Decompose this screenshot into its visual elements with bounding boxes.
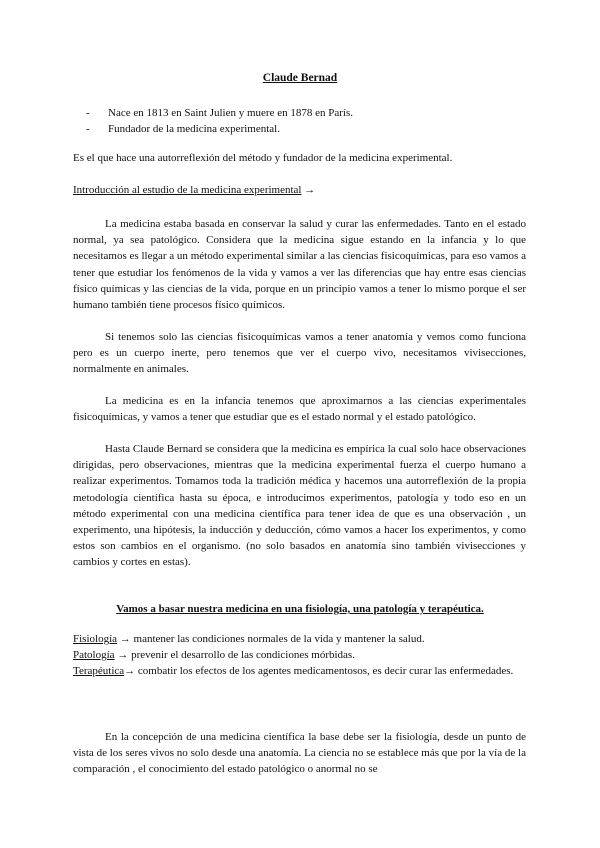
intro-sentence: Es el que hace una autorreflexión del método y fundador de la medicina experimental. (73, 152, 453, 164)
paragraph-3: La medicina es en la infancia tenemos que aproximarnos a las ciencias experimentales fisicoquímicas, y vamos a tener que estudiar que es el estado normal y el estado patológico. (73, 395, 526, 424)
section-heading-text: Introducción al estudio de la medicina experimental (73, 184, 302, 196)
arrow-icon: → (119, 633, 131, 645)
definition-item (73, 631, 526, 647)
definition-list (73, 631, 526, 680)
definition-text: prevenir el desarrollo de las condiciones mórbidas. (131, 649, 355, 662)
paragraph-4: Hasta Claude Bernard se considera que la medicina es empírica la cual solo hace observaciones dirigidas, pero observaciones, mientras que la medicina experimental fuerza el cuerpo humano a realizar experimentos. Tomamos toda la tradición médica y hacemos una autorreflexión de la propia metodología científica hasta su época, e introducimos experimentos, patología y todo eso en un método experimental con una medicina científica para tener idea de que es una observación , un experimento, una hipótesis, la inducción y deducción, cómo vamos a hacer los experimentos, y como estos son cambios en el organismo. (no solo basados en anatomía sino también vivisecciones y cambios y cortes en estas). (73, 443, 526, 569)
bullet-marker: - (86, 123, 90, 135)
arrow-icon: → (117, 649, 129, 662)
paragraph-2: Si tenemos solo las ciencias fisicoquímicas vamos a tener anatomía y vemos como funciona pero es un cuerpo inerte, pero tenemos que ver el cuerpo vivo, necesitamos vivisecciones, normalmente en animales. (73, 331, 526, 376)
bullet-list (86, 105, 353, 137)
definition-term: Patología (73, 649, 115, 662)
bullet-text: Nace en 1813 en Saint Julien y muere en 1878 en París. (108, 107, 353, 119)
definition-item (73, 647, 526, 663)
bullet-item (86, 121, 353, 137)
section-heading (73, 184, 315, 196)
document-title: Claude Bernad (262, 72, 338, 84)
final-paragraph: En la concepción de una medicina científica la base debe ser la fisiología, desde un punto de vista de los seres vivos no solo desde una anatomía. La ciencia no se establece más que por la vía de la comparación , el conocimiento del estado patológico o anormal no se (73, 731, 526, 776)
arrow-icon: → (304, 184, 316, 196)
subheading: Vamos a basar nuestra medicina en una fisiología, una patología y terapéutica. (116, 603, 484, 615)
bullet-text: Fundador de la medicina experimental. (108, 123, 280, 135)
definition-term: Fisiología (73, 633, 118, 645)
paragraph-1: La medicina estaba basada en conservar la salud y curar las enfermedades. Tanto en el estado normal, ya sea patológico. Considera que la medicina sigue estando en la infancia y lo que necesitamos es llegar a un método experimental similar a las ciencias fisicoquímicas, para eso vamos a tener que estudiar los fenómenos de la vida y vamos a ver las diferencias que hay entre esas ciencias físico químicas y las ciencias de la vida, porque en un principio vamos a tener lo mismo porque el ser humano también tiene procesos físico químicos. (73, 218, 526, 312)
definition-item (73, 663, 526, 679)
definition-term: Terapéutica (73, 665, 125, 678)
definition-text: combatir los efectos de los agentes medicamentosos, es decir curar las enfermedades. (137, 665, 514, 678)
bullet-item (86, 105, 353, 121)
arrow-icon: → (124, 665, 136, 678)
bullet-marker: - (86, 107, 90, 119)
definition-text: mantener las condiciones normales de la vida y mantener la salud. (133, 633, 425, 645)
